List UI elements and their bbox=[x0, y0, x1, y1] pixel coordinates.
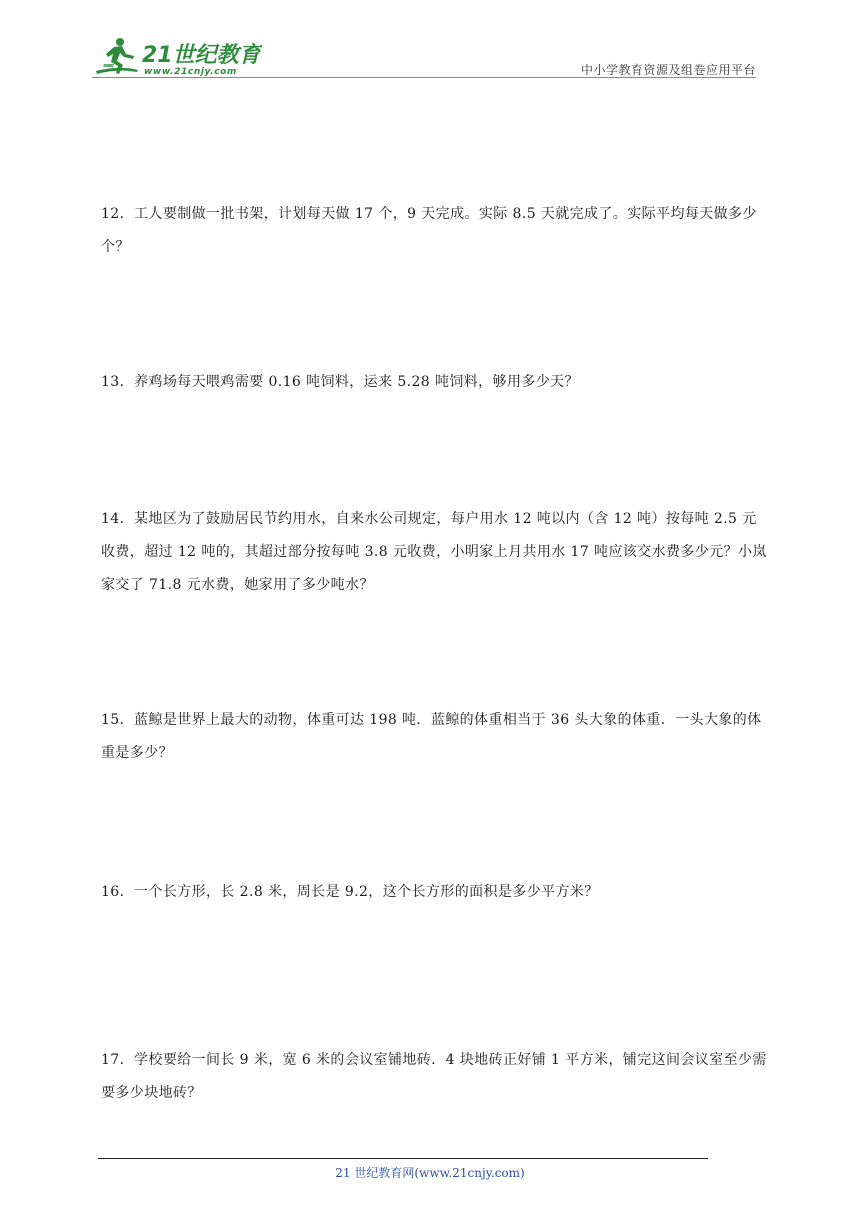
question-17: 17．学校要给一间长 9 米，宽 6 米的会议室铺地砖．4 块地砖正好铺 1 平方米，铺完这间会议室至少需要多少块地砖？ bbox=[101, 1052, 767, 1101]
question-13: 13．养鸡场每天喂鸡需要 0.16 吨饲料，运来 5.28 吨饲料，够用多少天？ bbox=[101, 374, 579, 390]
page-header bbox=[0, 0, 860, 82]
svg-text:www.21cnjy.com: www.21cnjy.com bbox=[144, 67, 237, 77]
footer-divider bbox=[98, 1158, 708, 1159]
platform-title: 中小学教育资源及组卷应用平台 bbox=[580, 63, 756, 77]
question-16: 16．一个长方形，长 2.8 米，周长是 9.2，这个长方形的面积是多少平方米？ bbox=[101, 884, 599, 900]
site-logo[interactable] bbox=[92, 34, 262, 78]
logo-icon bbox=[92, 34, 262, 78]
question-12: 12．工人要制做一批书架，计划每天做 17 个，9 天完成。实际 8.5 天就完成了。实际平均每天做多少个？ bbox=[101, 206, 757, 255]
footer-link[interactable]: 21 世纪教育网(www.21cnjy.com) bbox=[335, 1166, 525, 1180]
question-14: 14．某地区为了鼓励居民节约用水，自来水公司规定，每户用水 12 吨以内（含 12 吨）按每吨 2.5 元收费，超过 12 吨的，其超过部分按每吨 3.8 元收费，小明家上月共用水 17 吨应该交水费多少元？小岚家交了 71.8 元水费，她家用了多少吨水？ bbox=[101, 511, 767, 593]
question-15: 15．蓝鲸是世界上最大的动物，体重可达 198 吨．蓝鲸的体重相当于 36 头大象的体重．一头大象的体重是多少？ bbox=[101, 712, 762, 761]
svg-text:21世纪教育: 21世纪教育 bbox=[142, 43, 261, 68]
header-divider bbox=[92, 77, 756, 78]
